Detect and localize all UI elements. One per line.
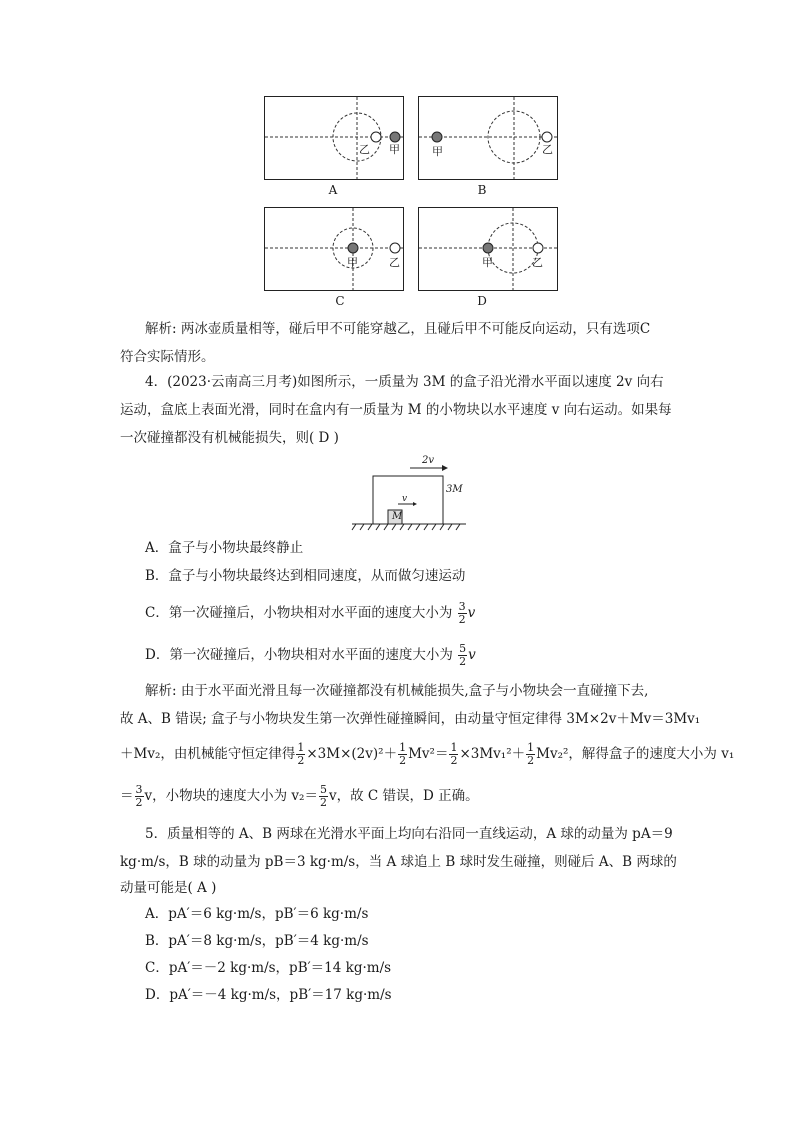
analysis-4-line3a: ＋Mv₂，由机械能守恒定律得	[120, 746, 296, 762]
frac-half	[296, 742, 305, 767]
frac-den: 2	[458, 613, 466, 626]
q4-option-d-frac	[458, 643, 467, 668]
figure-panel-c	[264, 207, 404, 291]
q4-option-d-text: D．第一次碰撞后，小物块相对水平面的速度大小为	[145, 647, 453, 663]
frac-den: 2	[527, 754, 535, 767]
analysis-4-line4b: v，小物块的速度大小为 v₂＝	[144, 788, 318, 804]
q4-option-d-var: v	[468, 647, 476, 663]
label-jia: 甲	[389, 143, 400, 156]
panel-b-drawing	[419, 97, 557, 179]
figure-panel-b	[418, 96, 558, 180]
small-mass-label: M	[392, 511, 403, 522]
label-jia: 甲	[432, 145, 443, 158]
label-jia: 甲	[347, 256, 358, 269]
frac-half	[526, 742, 535, 767]
frac-num: 3	[458, 600, 466, 613]
panel-c-label: C	[335, 294, 345, 308]
frac-num: 1	[450, 741, 458, 754]
analysis-3-line2: 符合实际情形。	[120, 349, 215, 365]
analysis-4-line4	[120, 781, 479, 811]
panel-b-label: B	[477, 183, 487, 197]
q5-option-a: A．pA′＝6 kg·m/s，pB′＝6 kg·m/s	[145, 906, 369, 922]
q5-option-c: C．pA′＝－2 kg·m/s，pB′＝14 kg·m/s	[145, 960, 392, 976]
panel-c-drawing	[265, 208, 403, 290]
q4-line1: 4．(2023·云南高三月考)如图所示，一质量为 3M 的盒子沿光滑水平面以速度 2v 向右	[145, 374, 664, 390]
panel-a-label: A	[328, 183, 338, 197]
q4-option-c-frac	[458, 601, 467, 626]
big-box	[373, 476, 443, 524]
q4-option-c-var: v	[467, 605, 476, 621]
panel-d-drawing	[419, 208, 557, 290]
figure-panel-d	[418, 207, 558, 291]
analysis-4-line3e: Mv₂²，解得盒子的速度大小为 v₁	[536, 746, 735, 762]
frac-num: 1	[399, 741, 407, 754]
q4-option-b: B．盒子与小物块最终达到相同速度，从而做匀速运动	[145, 568, 466, 584]
frac-num: 1	[297, 741, 305, 754]
label-yi: 乙	[359, 143, 370, 156]
panel-a-drawing	[265, 97, 403, 179]
stone-yi	[390, 243, 400, 253]
big-velocity-label: 2v	[422, 455, 435, 466]
frac-den: 2	[135, 796, 143, 809]
panel-d-label: D	[477, 294, 487, 308]
analysis-4-line2: 故 A、B 错误; 盒子与小物块发生第一次弹性碰撞瞬间，由动量守恒定律得 3M×2v＋Mv＝3Mv₁	[120, 711, 701, 727]
label-yi: 乙	[389, 256, 400, 269]
analysis-4-line3d: ×3Mv₁²＋	[459, 746, 526, 762]
stone-yi	[371, 132, 381, 142]
analysis-4-line3	[120, 739, 734, 769]
label-jia: 甲	[482, 256, 493, 269]
q4-option-a: A．盒子与小物块最终静止	[145, 540, 304, 556]
big-mass-label: 3M	[446, 484, 463, 495]
frac-den: 2	[459, 655, 467, 668]
label-yi: 乙	[532, 256, 543, 269]
analysis-4-line4c: v，故 C 错误，D 正确。	[328, 788, 479, 804]
q5-option-b: B．pA′＝8 kg·m/s，pB′＝4 kg·m/s	[145, 933, 369, 949]
q5-line2: kg·m/s，B 球的动量为 pB＝3 kg·m/s，当 A 球追上 B 球时发生碰撞，则碰后 A、B 两球的	[120, 854, 677, 870]
stone-jia	[432, 132, 442, 142]
q4-option-d	[145, 640, 476, 670]
frac-den: 2	[399, 754, 407, 767]
stone-jia	[483, 243, 493, 253]
frac-five-halves	[319, 784, 328, 809]
q4-option-c-text: C．第一次碰撞后，小物块相对水平面的速度大小为	[145, 605, 453, 621]
q5-line1: 5．质量相等的 A、B 两球在光滑水平面上均向右沿同一直线运动，A 球的动量为 pA＝9	[145, 826, 673, 842]
frac-half	[398, 742, 407, 767]
analysis-4-line1: 解析: 由于水平面光滑且每一次碰撞都没有机械能损失,盒子与小物块会一直碰撞下去,	[145, 683, 649, 699]
frac-den: 2	[297, 754, 305, 767]
analysis-4-line3b: ×3M×(2v)²＋	[306, 746, 398, 762]
frac-num: 5	[319, 783, 327, 796]
stone-yi	[533, 243, 543, 253]
q4-option-c	[145, 598, 475, 628]
frac-num: 3	[135, 783, 143, 796]
frac-num: 1	[527, 741, 535, 754]
q4-line3: 一次碰撞都没有机械能损失，则( D )	[120, 430, 339, 446]
q5-line3: 动量可能是( A )	[120, 880, 217, 896]
figure-panel-a	[264, 96, 404, 180]
frac-den: 2	[319, 796, 327, 809]
analysis-3-line1: 解析: 两冰壶质量相等，碰后甲不可能穿越乙，且碰后甲不可能反向运动，只有选项C	[145, 321, 651, 337]
box-figure	[350, 452, 470, 532]
frac-half	[449, 742, 458, 767]
label-yi: 乙	[542, 143, 553, 156]
stone-jia	[348, 243, 358, 253]
frac-num: 5	[459, 642, 467, 655]
q5-option-d: D．pA′＝－4 kg·m/s，pB′＝17 kg·m/s	[145, 987, 392, 1003]
small-velocity-label: v	[402, 494, 408, 504]
q4-line2: 运动，盒底上表面光滑，同时在盒内有一质量为 M 的小物块以水平速度 v 向右运动。如果每	[120, 402, 672, 418]
analysis-4-line4a: ＝	[120, 788, 134, 804]
analysis-4-line3c: Mv²＝	[408, 746, 449, 762]
frac-three-halves	[135, 784, 144, 809]
frac-den: 2	[450, 754, 458, 767]
